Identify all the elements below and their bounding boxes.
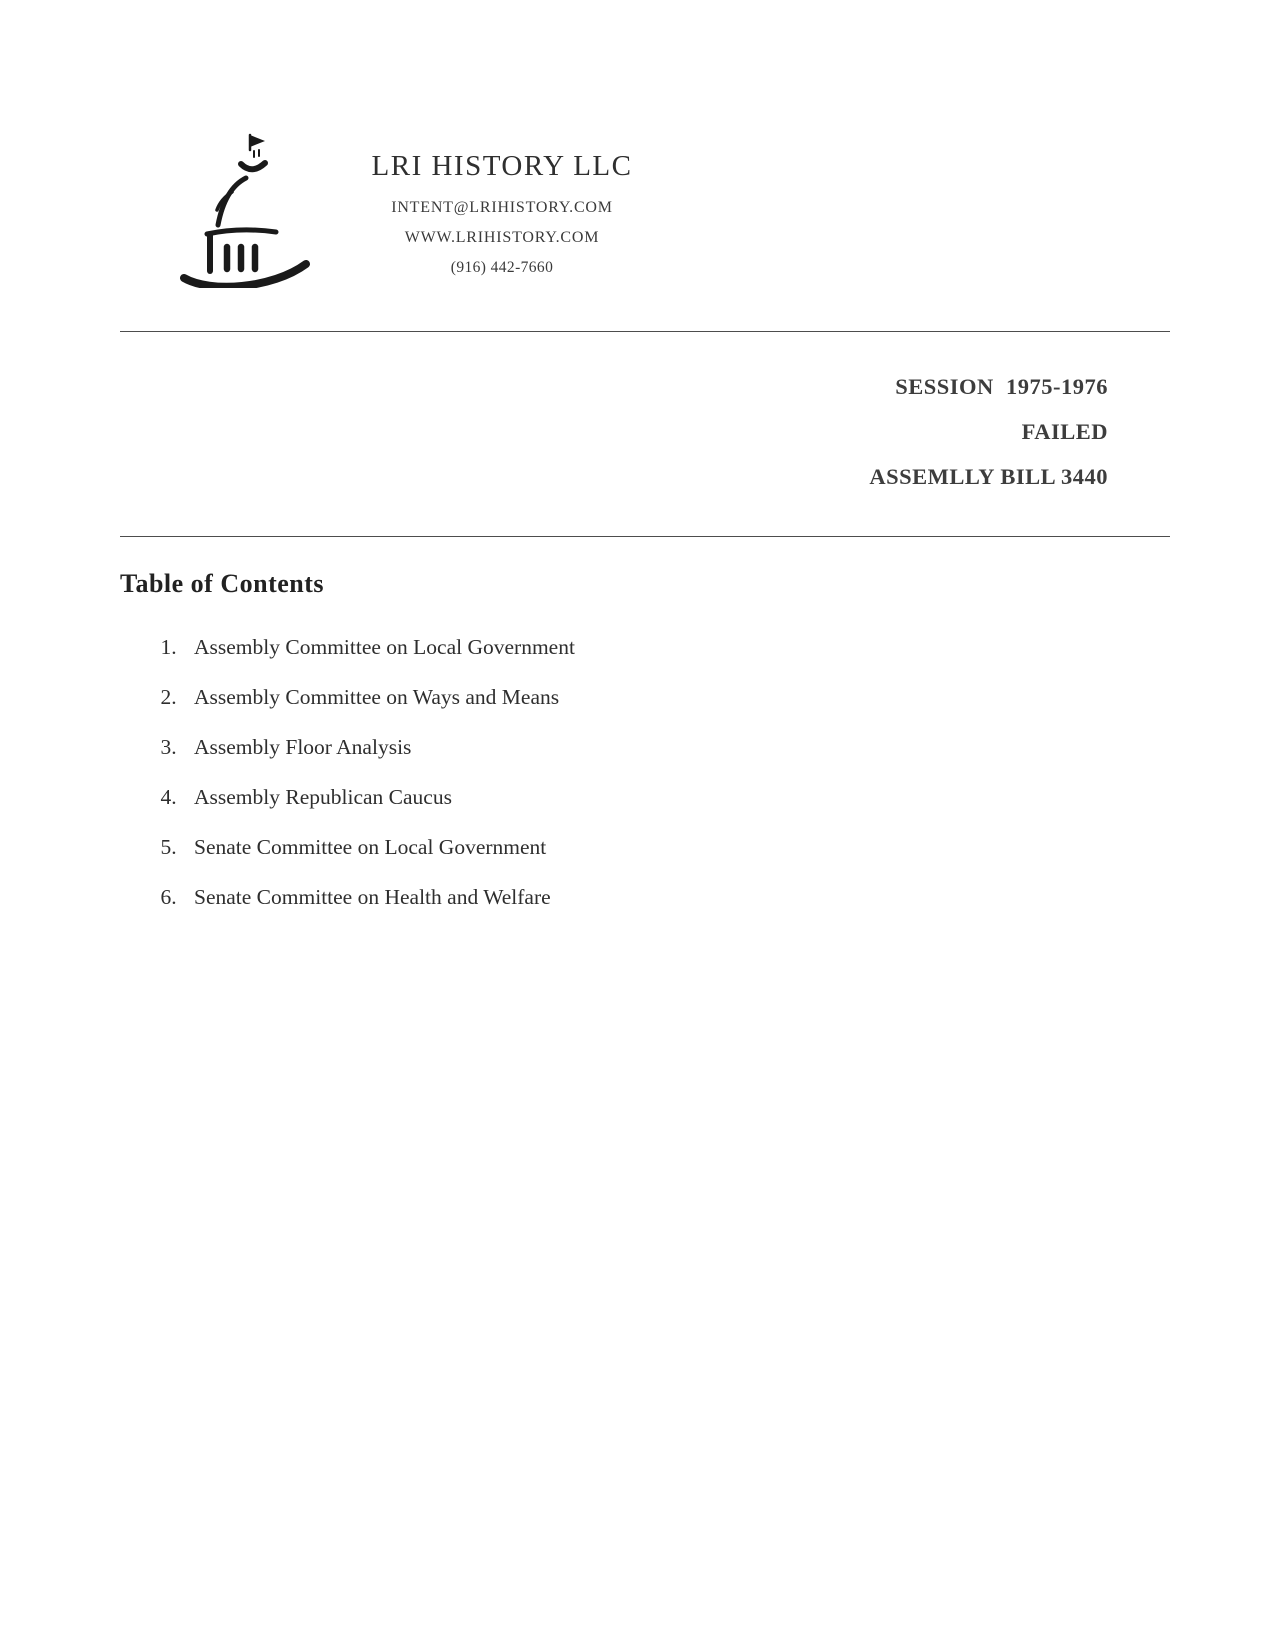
toc-item: 1. Assembly Committee on Local Government (182, 635, 1170, 660)
company-name: LRI HISTORY LLC (371, 150, 633, 182)
toc-item: 5. Senate Committee on Local Government (182, 835, 1170, 860)
toc-item: 4. Assembly Republican Caucus (182, 785, 1170, 810)
company-email: INTENT@LRIHISTORY.COM (391, 199, 613, 216)
capitol-logo-icon (175, 128, 325, 288)
letterhead (175, 0, 1276, 289)
bill-line: ASSEMLLY BILL 3440 (869, 464, 1108, 489)
toc-title: Table of Contents (120, 569, 325, 598)
status-line: FAILED (1021, 419, 1108, 444)
session-block (120, 332, 1170, 536)
page-content (0, 331, 1276, 910)
toc-item: 3. Assembly Floor Analysis (182, 735, 1170, 760)
session-line: SESSION 1975-1976 (895, 374, 1108, 399)
company-phone: (916) 442-7660 (450, 259, 554, 276)
toc-item: 2. Assembly Committee on Ways and Means (182, 685, 1170, 710)
divider-bottom (120, 536, 1170, 537)
letterhead-text (337, 128, 667, 289)
toc-list (120, 635, 1170, 910)
company-website: WWW.LRIHISTORY.COM (404, 229, 600, 246)
toc-item: 6. Senate Committee on Health and Welfare (182, 885, 1170, 910)
